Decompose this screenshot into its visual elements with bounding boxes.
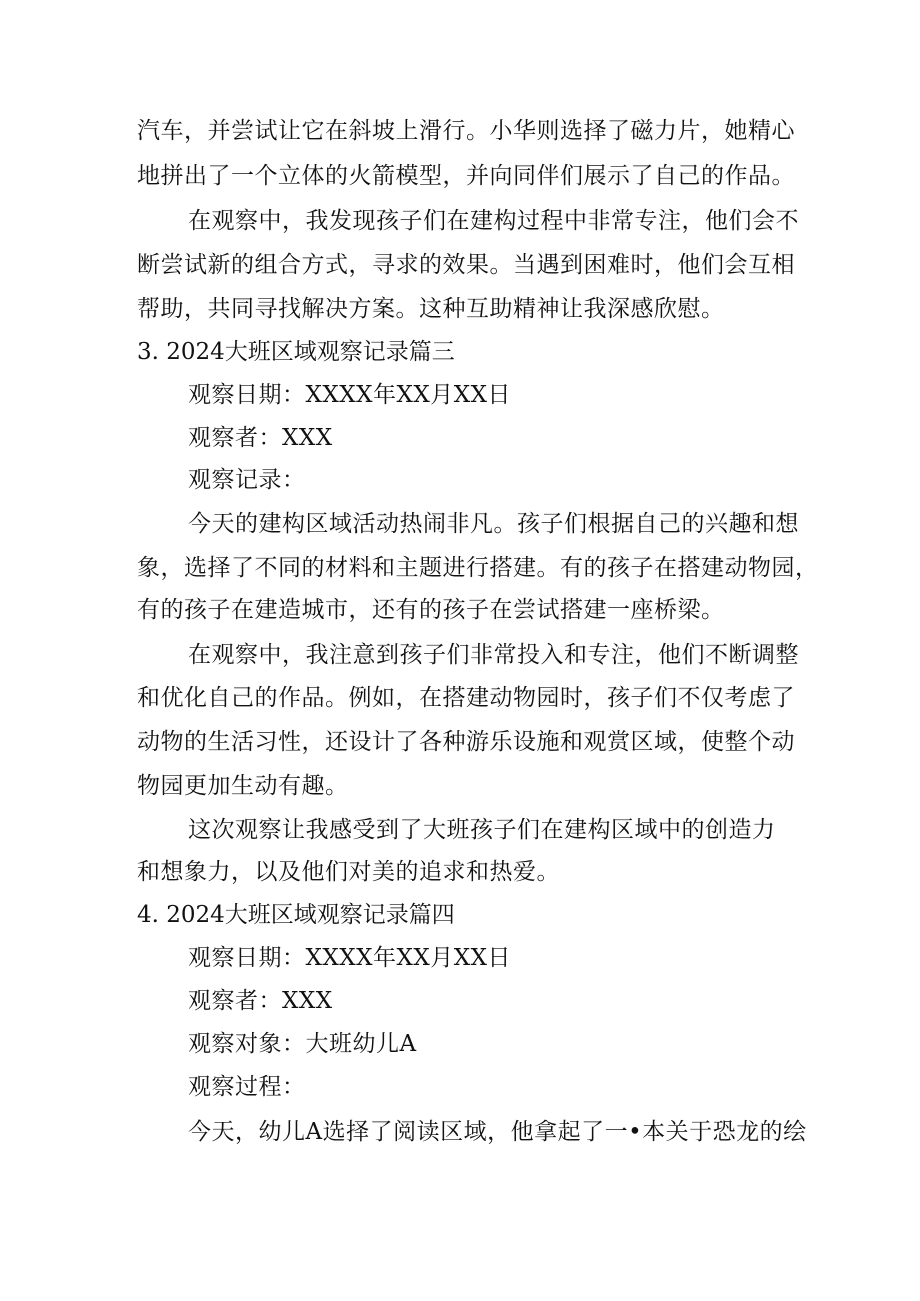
paragraph-line: 和优化自己的作品。例如，在搭建动物园时，孩子们不仅考虑了 bbox=[137, 685, 795, 711]
section-heading: 4. 2024大班区域观察记录篇四 bbox=[137, 902, 455, 928]
paragraph-line: 和想象力，以及他们对美的追求和热爱。 bbox=[137, 859, 560, 885]
observer: 观察者：XXX bbox=[188, 988, 333, 1014]
paragraph-line: 动物的生活习性，还设计了各种游乐设施和观赏区域，使整个动 bbox=[137, 729, 795, 755]
observation-date: 观察日期：XXXX年XX月XX日 bbox=[188, 382, 511, 408]
paragraph-line: 有的孩子在建造城市，还有的孩子在尝试搭建一座桥梁。 bbox=[137, 597, 725, 623]
observation-date: 观察日期：XXXX年XX月XX日 bbox=[188, 945, 511, 971]
observer: 观察者：XXX bbox=[188, 425, 333, 451]
process-label: 观察过程： bbox=[188, 1074, 306, 1100]
paragraph-line: 在观察中，我注意到孩子们非常投入和专注，他们不断调整 bbox=[188, 642, 799, 668]
section-heading: 3. 2024大班区域观察记录篇三 bbox=[137, 339, 455, 365]
paragraph-line: 汽车，并尝试让它在斜坡上滑行。小华则选择了磁力片，她精心 bbox=[137, 118, 795, 144]
paragraph-line: 地拼出了一个立体的火箭模型，并向同伴们展示了自己的作品。 bbox=[137, 163, 795, 189]
paragraph-line: 今天的建构区域活动热闹非凡。孩子们根据自己的兴趣和想 bbox=[188, 511, 799, 537]
record-label: 观察记录： bbox=[188, 467, 306, 493]
paragraph-line: 物园更加生动有趣。 bbox=[137, 773, 349, 799]
paragraph-line: 象，选择了不同的材料和主题进行搭建。有的孩子在搭建动物园， bbox=[137, 555, 819, 581]
paragraph-line: 帮助，共同寻找解决方案。这种互助精神让我深感欣慰。 bbox=[137, 296, 725, 322]
observation-subject: 观察对象：大班幼儿A bbox=[188, 1031, 417, 1057]
paragraph-line: 这次观察让我感受到了大班孩子们在建构区域中的创造力 bbox=[188, 817, 776, 843]
paragraph-line: 断尝试新的组合方式，寻求的效果。当遇到困难时，他们会互相 bbox=[137, 252, 795, 278]
paragraph-line: 今天，幼儿A选择了阅读区域，他拿起了一•本关于恐龙的绘 bbox=[188, 1119, 807, 1145]
paragraph-line: 在观察中，我发现孩子们在建构过程中非常专注，他们会不 bbox=[188, 208, 799, 234]
